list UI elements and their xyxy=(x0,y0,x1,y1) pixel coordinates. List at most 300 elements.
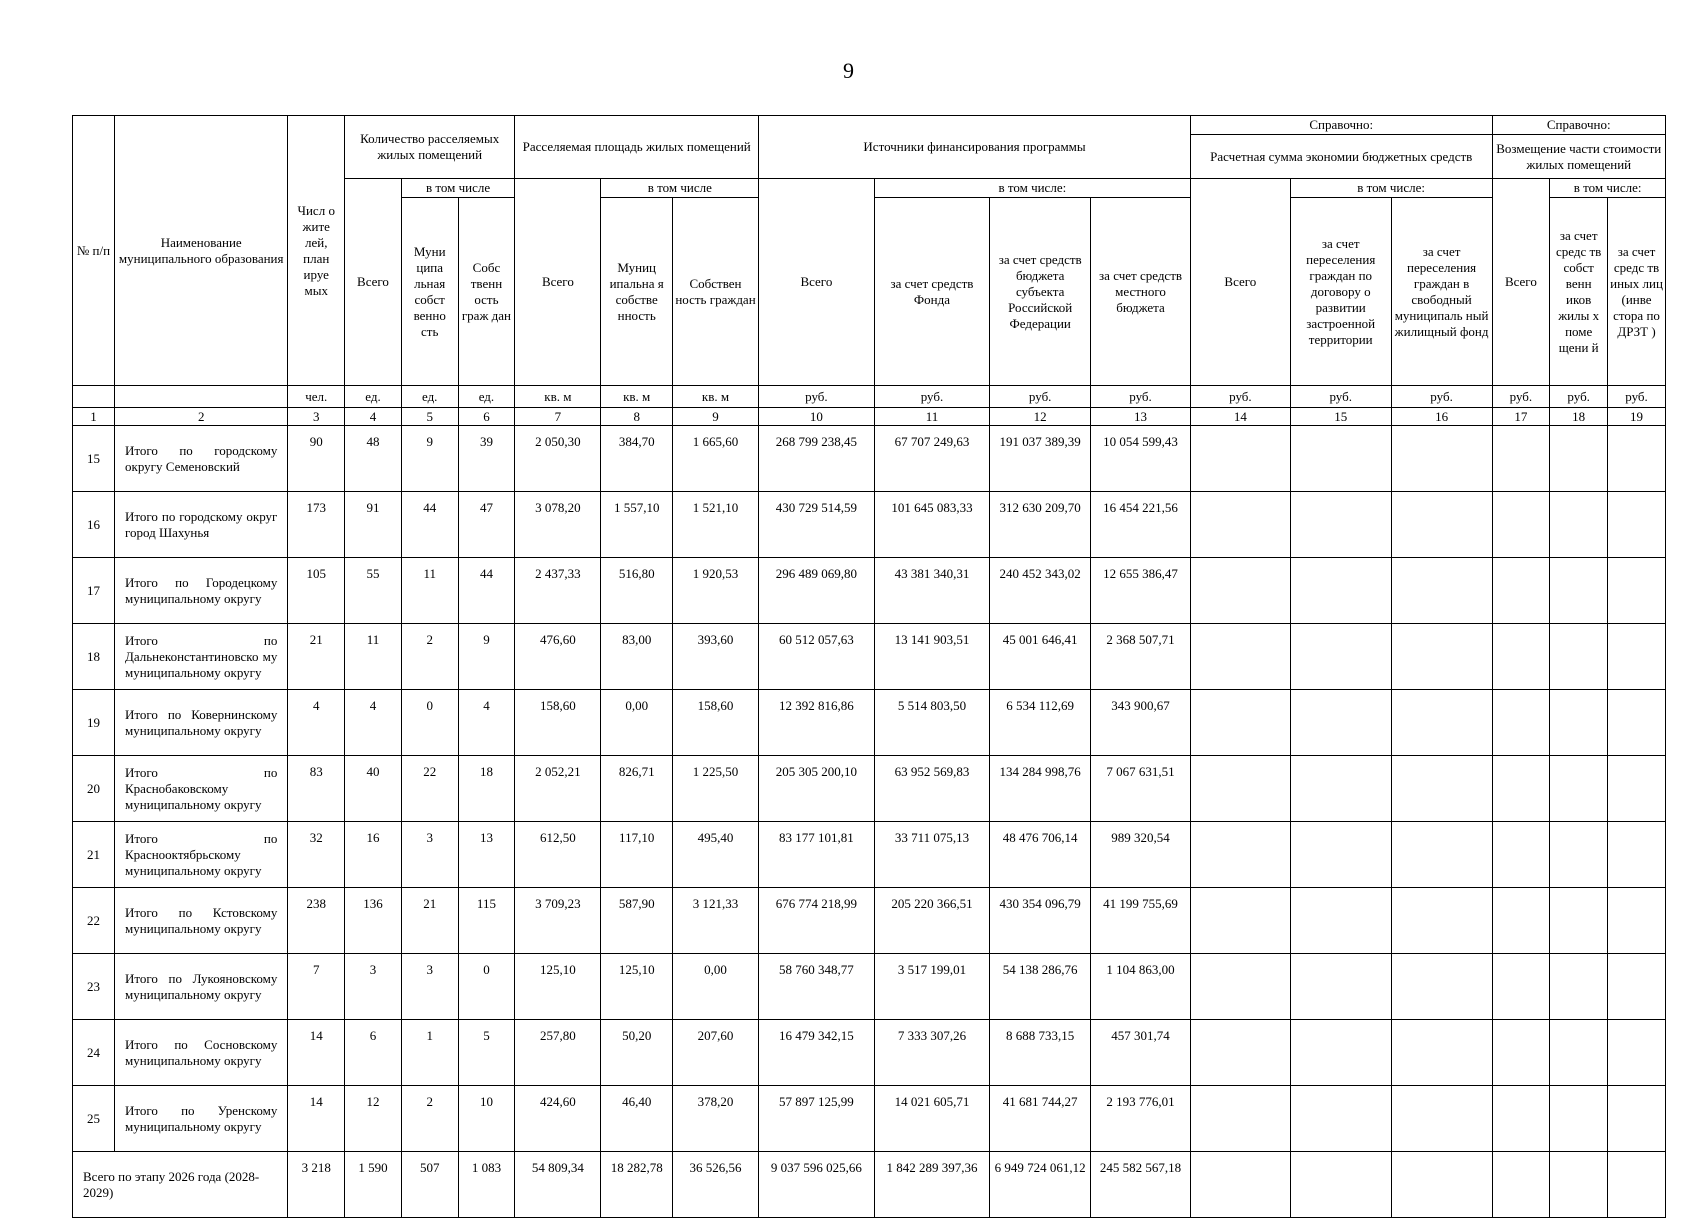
row-empty-cell xyxy=(1391,888,1492,954)
row-number: 15 xyxy=(73,426,115,492)
row-empty-cell xyxy=(1190,888,1290,954)
row-value: 0,00 xyxy=(672,954,758,1020)
row-value: 1 104 863,00 xyxy=(1091,954,1191,1020)
row-value: 2 xyxy=(401,1086,458,1152)
table-row xyxy=(73,888,1666,954)
row-value: 268 799 238,45 xyxy=(759,426,875,492)
row-empty-cell xyxy=(1550,690,1608,756)
row-name: Итого по Краснобаковскому муниципальному округу xyxy=(115,756,288,822)
row-name: Итого по Городецкому муниципальному округу xyxy=(115,558,288,624)
row-value: 3 xyxy=(345,954,402,1020)
row-value: 1 557,10 xyxy=(601,492,672,558)
row-value: 173 xyxy=(288,492,345,558)
total-value: 245 582 567,18 xyxy=(1091,1152,1191,1218)
row-value: 676 774 218,99 xyxy=(759,888,875,954)
row-empty-cell xyxy=(1492,756,1550,822)
row-value: 43 381 340,31 xyxy=(874,558,990,624)
unit-cell: руб. xyxy=(1290,386,1391,408)
header-ref1-incl: в том числе: xyxy=(1290,179,1492,198)
row-value: 13 xyxy=(458,822,515,888)
total-value: 1 590 xyxy=(345,1152,402,1218)
header-ref1-total: Всего xyxy=(1190,179,1290,386)
table-row xyxy=(73,822,1666,888)
row-value: 134 284 998,76 xyxy=(990,756,1091,822)
row-value: 2 437,33 xyxy=(515,558,601,624)
row-empty-cell xyxy=(1550,624,1608,690)
total-value: 507 xyxy=(401,1152,458,1218)
column-number: 7 xyxy=(515,408,601,426)
row-value: 476,60 xyxy=(515,624,601,690)
header-ref2-group: Возмещение части стоимости жилых помещений xyxy=(1492,135,1666,179)
column-number: 17 xyxy=(1492,408,1550,426)
row-value: 41 681 744,27 xyxy=(990,1086,1091,1152)
row-value: 21 xyxy=(288,624,345,690)
row-value: 424,60 xyxy=(515,1086,601,1152)
row-value: 826,71 xyxy=(601,756,672,822)
unit-cell: ед. xyxy=(458,386,515,408)
row-value: 587,90 xyxy=(601,888,672,954)
row-value: 22 xyxy=(401,756,458,822)
row-value: 83 xyxy=(288,756,345,822)
row-value: 12 392 816,86 xyxy=(759,690,875,756)
row-empty-cell xyxy=(1391,426,1492,492)
header-fin-total: Всего xyxy=(759,179,875,386)
row-empty-cell xyxy=(1391,1086,1492,1152)
total-label: Всего по этапу 2026 года (2028-2029) xyxy=(73,1152,288,1218)
row-value: 2 052,21 xyxy=(515,756,601,822)
row-value: 125,10 xyxy=(601,954,672,1020)
row-empty-cell xyxy=(1492,1086,1550,1152)
table-row xyxy=(73,426,1666,492)
column-number: 18 xyxy=(1550,408,1608,426)
row-empty-cell xyxy=(1550,1020,1608,1086)
row-value: 3 121,33 xyxy=(672,888,758,954)
row-number: 25 xyxy=(73,1086,115,1152)
row-empty-cell xyxy=(1550,954,1608,1020)
row-empty-cell xyxy=(1190,492,1290,558)
row-empty-cell xyxy=(1492,690,1550,756)
total-value: 1 842 289 397,36 xyxy=(874,1152,990,1218)
row-empty-cell xyxy=(1608,756,1666,822)
total-value: 18 282,78 xyxy=(601,1152,672,1218)
row-value: 10 xyxy=(458,1086,515,1152)
header-ref2-title: Справочно: xyxy=(1492,116,1666,135)
row-empty-cell xyxy=(1608,558,1666,624)
units-empty-1 xyxy=(73,386,115,408)
row-value: 60 512 057,63 xyxy=(759,624,875,690)
column-number: 13 xyxy=(1091,408,1191,426)
row-value: 1 xyxy=(401,1020,458,1086)
column-number: 5 xyxy=(401,408,458,426)
row-value: 205 220 366,51 xyxy=(874,888,990,954)
row-value: 257,80 xyxy=(515,1020,601,1086)
row-value: 4 xyxy=(458,690,515,756)
row-value: 55 xyxy=(345,558,402,624)
row-empty-cell xyxy=(1391,690,1492,756)
total-empty-cell xyxy=(1550,1152,1608,1218)
header-ref2-incl: в том числе: xyxy=(1550,179,1666,198)
row-name: Итого по городскому округ город Шахунья xyxy=(115,492,288,558)
row-empty-cell xyxy=(1608,492,1666,558)
row-empty-cell xyxy=(1290,690,1391,756)
row-empty-cell xyxy=(1492,1020,1550,1086)
row-value: 3 xyxy=(401,822,458,888)
total-empty-cell xyxy=(1290,1152,1391,1218)
row-value: 2 193 776,01 xyxy=(1091,1086,1191,1152)
row-empty-cell xyxy=(1190,1086,1290,1152)
row-value: 32 xyxy=(288,822,345,888)
row-value: 7 333 307,26 xyxy=(874,1020,990,1086)
row-empty-cell xyxy=(1190,1020,1290,1086)
row-value: 41 199 755,69 xyxy=(1091,888,1191,954)
column-number: 12 xyxy=(990,408,1091,426)
row-empty-cell xyxy=(1190,690,1290,756)
row-empty-cell xyxy=(1608,888,1666,954)
row-value: 117,10 xyxy=(601,822,672,888)
header-finance-group: Источники финансирования программы xyxy=(759,116,1191,179)
column-number: 3 xyxy=(288,408,345,426)
row-empty-cell xyxy=(1550,822,1608,888)
row-empty-cell xyxy=(1290,1020,1391,1086)
row-value: 44 xyxy=(458,558,515,624)
row-value: 393,60 xyxy=(672,624,758,690)
column-number: 14 xyxy=(1190,408,1290,426)
units-row xyxy=(73,386,1666,408)
row-value: 612,50 xyxy=(515,822,601,888)
row-empty-cell xyxy=(1290,426,1391,492)
header-ref1-title: Справочно: xyxy=(1190,116,1492,135)
row-empty-cell xyxy=(1391,558,1492,624)
row-empty-cell xyxy=(1608,1086,1666,1152)
unit-cell: руб. xyxy=(1190,386,1290,408)
table-row xyxy=(73,690,1666,756)
row-empty-cell xyxy=(1492,558,1550,624)
row-value: 0,00 xyxy=(601,690,672,756)
column-number: 10 xyxy=(759,408,875,426)
row-value: 205 305 200,10 xyxy=(759,756,875,822)
row-number: 24 xyxy=(73,1020,115,1086)
column-number: 11 xyxy=(874,408,990,426)
row-value: 5 xyxy=(458,1020,515,1086)
row-empty-cell xyxy=(1492,426,1550,492)
unit-cell: ед. xyxy=(401,386,458,408)
total-empty-cell xyxy=(1608,1152,1666,1218)
row-value: 2 050,30 xyxy=(515,426,601,492)
row-value: 14 xyxy=(288,1020,345,1086)
row-value: 8 688 733,15 xyxy=(990,1020,1091,1086)
row-value: 384,70 xyxy=(601,426,672,492)
row-value: 2 xyxy=(401,624,458,690)
row-empty-cell xyxy=(1190,822,1290,888)
row-value: 158,60 xyxy=(672,690,758,756)
row-value: 54 138 286,76 xyxy=(990,954,1091,1020)
row-number: 18 xyxy=(73,624,115,690)
row-value: 14 021 605,71 xyxy=(874,1086,990,1152)
row-value: 343 900,67 xyxy=(1091,690,1191,756)
row-value: 67 707 249,63 xyxy=(874,426,990,492)
row-value: 430 729 514,59 xyxy=(759,492,875,558)
row-value: 3 517 199,01 xyxy=(874,954,990,1020)
row-number: 17 xyxy=(73,558,115,624)
row-value: 207,60 xyxy=(672,1020,758,1086)
row-empty-cell xyxy=(1608,1020,1666,1086)
row-value: 5 514 803,50 xyxy=(874,690,990,756)
header-rooms-mun: Муни ципа льная собст венно сть xyxy=(401,198,458,386)
row-value: 191 037 389,39 xyxy=(990,426,1091,492)
row-value: 50,20 xyxy=(601,1020,672,1086)
unit-cell: руб. xyxy=(1492,386,1550,408)
table-row xyxy=(73,1086,1666,1152)
row-number: 21 xyxy=(73,822,115,888)
row-empty-cell xyxy=(1608,690,1666,756)
unit-cell: руб. xyxy=(1550,386,1608,408)
row-value: 12 655 386,47 xyxy=(1091,558,1191,624)
row-value: 3 078,20 xyxy=(515,492,601,558)
total-empty-cell xyxy=(1391,1152,1492,1218)
unit-cell: руб. xyxy=(874,386,990,408)
header-fin-local: за счет средств местного бюджета xyxy=(1091,198,1191,386)
row-value: 9 xyxy=(458,624,515,690)
page-number: 9 xyxy=(843,58,854,83)
row-empty-cell xyxy=(1190,426,1290,492)
row-value: 39 xyxy=(458,426,515,492)
units-empty-2 xyxy=(115,386,288,408)
header-area-incl: в том числе xyxy=(601,179,759,198)
row-value: 91 xyxy=(345,492,402,558)
row-value: 312 630 209,70 xyxy=(990,492,1091,558)
column-number: 2 xyxy=(115,408,288,426)
row-number: 16 xyxy=(73,492,115,558)
row-value: 13 141 903,51 xyxy=(874,624,990,690)
row-value: 16 454 221,56 xyxy=(1091,492,1191,558)
row-name: Итого по Краснооктябрьскому муниципальному округу xyxy=(115,822,288,888)
row-value: 7 xyxy=(288,954,345,1020)
row-empty-cell xyxy=(1492,954,1550,1020)
row-value: 105 xyxy=(288,558,345,624)
row-value: 48 xyxy=(345,426,402,492)
header-ref2-total: Всего xyxy=(1492,179,1550,386)
row-value: 90 xyxy=(288,426,345,492)
row-empty-cell xyxy=(1290,888,1391,954)
row-value: 33 711 075,13 xyxy=(874,822,990,888)
header-name: Наименование муниципального образования xyxy=(115,116,288,386)
row-value: 101 645 083,33 xyxy=(874,492,990,558)
unit-cell: ед. xyxy=(345,386,402,408)
row-value: 158,60 xyxy=(515,690,601,756)
row-value: 44 xyxy=(401,492,458,558)
unit-cell: руб. xyxy=(1091,386,1191,408)
column-number: 15 xyxy=(1290,408,1391,426)
row-empty-cell xyxy=(1492,492,1550,558)
unit-cell: руб. xyxy=(990,386,1091,408)
unit-cell: кв. м xyxy=(515,386,601,408)
total-value: 54 809,34 xyxy=(515,1152,601,1218)
table-row xyxy=(73,492,1666,558)
row-empty-cell xyxy=(1391,756,1492,822)
row-value: 21 xyxy=(401,888,458,954)
total-value: 9 037 596 025,66 xyxy=(759,1152,875,1218)
row-value: 11 xyxy=(345,624,402,690)
row-empty-cell xyxy=(1290,822,1391,888)
row-value: 1 521,10 xyxy=(672,492,758,558)
row-empty-cell xyxy=(1391,822,1492,888)
row-value: 63 952 569,83 xyxy=(874,756,990,822)
row-value: 16 479 342,15 xyxy=(759,1020,875,1086)
row-empty-cell xyxy=(1550,756,1608,822)
resettlement-table xyxy=(72,115,1666,1218)
row-value: 11 xyxy=(401,558,458,624)
table-row xyxy=(73,756,1666,822)
header-rooms-incl: в том числе xyxy=(401,179,514,198)
unit-cell: руб. xyxy=(759,386,875,408)
row-empty-cell xyxy=(1608,426,1666,492)
row-value: 0 xyxy=(401,690,458,756)
column-number: 16 xyxy=(1391,408,1492,426)
row-value: 10 054 599,43 xyxy=(1091,426,1191,492)
row-value: 83 177 101,81 xyxy=(759,822,875,888)
unit-cell: кв. м xyxy=(601,386,672,408)
table-row xyxy=(73,954,1666,1020)
row-value: 9 xyxy=(401,426,458,492)
header-rooms-group: Количество расселяемых жилых помещений xyxy=(345,116,515,179)
row-value: 136 xyxy=(345,888,402,954)
row-value: 47 xyxy=(458,492,515,558)
header-ref2-owners: за счет средс тв собст венн иков жилы х поме щени й xyxy=(1550,198,1608,386)
row-name: Итого по городскому округу Семеновский xyxy=(115,426,288,492)
column-number: 19 xyxy=(1608,408,1666,426)
row-empty-cell xyxy=(1492,822,1550,888)
row-number: 22 xyxy=(73,888,115,954)
header-ref2-other: за счет средс тв иных лиц (инве стора по ДРЗТ ) xyxy=(1608,198,1666,386)
header-rooms-priv: Собс твенн ость граж дан xyxy=(458,198,515,386)
row-empty-cell xyxy=(1550,888,1608,954)
row-number: 20 xyxy=(73,756,115,822)
total-empty-cell xyxy=(1492,1152,1550,1218)
table-row xyxy=(73,558,1666,624)
row-empty-cell xyxy=(1608,954,1666,1020)
header-num: № п/п xyxy=(73,116,115,386)
row-value: 296 489 069,80 xyxy=(759,558,875,624)
header-area-total: Всего xyxy=(515,179,601,386)
header-residents: Числ о жите лей, план ируе мых xyxy=(288,116,345,386)
row-value: 48 476 706,14 xyxy=(990,822,1091,888)
row-value: 16 xyxy=(345,822,402,888)
row-value: 4 xyxy=(345,690,402,756)
total-value: 1 083 xyxy=(458,1152,515,1218)
row-empty-cell xyxy=(1190,624,1290,690)
row-value: 378,20 xyxy=(672,1086,758,1152)
column-number: 9 xyxy=(672,408,758,426)
header-fin-subject: за счет средств бюджета субъекта Российской Федерации xyxy=(990,198,1091,386)
row-empty-cell xyxy=(1391,954,1492,1020)
row-value: 115 xyxy=(458,888,515,954)
unit-cell: руб. xyxy=(1391,386,1492,408)
header-area-priv: Собствен ность граждан xyxy=(672,198,758,386)
header-fin-fund: за счет средств Фонда xyxy=(874,198,990,386)
row-value: 7 067 631,51 xyxy=(1091,756,1191,822)
row-empty-cell xyxy=(1608,624,1666,690)
row-empty-cell xyxy=(1608,822,1666,888)
row-value: 0 xyxy=(458,954,515,1020)
row-value: 45 001 646,41 xyxy=(990,624,1091,690)
row-name: Итого по Сосновскому муниципальному округу xyxy=(115,1020,288,1086)
header-ref1-free: за счет переселения граждан в свободный муниципаль ный жилищный фонд xyxy=(1391,198,1492,386)
header-ref1-dev: за счет переселения граждан по договору о развитии застроенной территории xyxy=(1290,198,1391,386)
table-row xyxy=(73,624,1666,690)
row-empty-cell xyxy=(1190,954,1290,1020)
row-empty-cell xyxy=(1290,492,1391,558)
row-value: 430 354 096,79 xyxy=(990,888,1091,954)
row-empty-cell xyxy=(1290,756,1391,822)
row-number: 23 xyxy=(73,954,115,1020)
row-empty-cell xyxy=(1190,756,1290,822)
total-value: 3 218 xyxy=(288,1152,345,1218)
row-value: 1 225,50 xyxy=(672,756,758,822)
row-empty-cell xyxy=(1290,558,1391,624)
unit-cell: чел. xyxy=(288,386,345,408)
row-value: 58 760 348,77 xyxy=(759,954,875,1020)
row-value: 2 368 507,71 xyxy=(1091,624,1191,690)
row-empty-cell xyxy=(1391,492,1492,558)
column-number: 4 xyxy=(345,408,402,426)
row-empty-cell xyxy=(1492,624,1550,690)
total-value: 6 949 724 061,12 xyxy=(990,1152,1091,1218)
row-name: Итого по Дальнеконстантиновско му муниципальному округу xyxy=(115,624,288,690)
unit-cell: кв. м xyxy=(672,386,758,408)
row-value: 1 665,60 xyxy=(672,426,758,492)
row-empty-cell xyxy=(1290,1086,1391,1152)
row-empty-cell xyxy=(1391,624,1492,690)
total-value: 36 526,56 xyxy=(672,1152,758,1218)
row-empty-cell xyxy=(1550,426,1608,492)
row-name: Итого по Лукояновскому муниципальному округу xyxy=(115,954,288,1020)
row-value: 989 320,54 xyxy=(1091,822,1191,888)
row-value: 83,00 xyxy=(601,624,672,690)
row-empty-cell xyxy=(1190,558,1290,624)
row-empty-cell xyxy=(1290,624,1391,690)
header-ref1-group: Расчетная сумма экономии бюджетных средств xyxy=(1190,135,1492,179)
row-name: Итого по Уренскому муниципальному округу xyxy=(115,1086,288,1152)
row-empty-cell xyxy=(1290,954,1391,1020)
column-numbers-row xyxy=(73,408,1666,426)
row-value: 3 709,23 xyxy=(515,888,601,954)
row-value: 3 xyxy=(401,954,458,1020)
row-value: 516,80 xyxy=(601,558,672,624)
row-empty-cell xyxy=(1550,558,1608,624)
row-value: 125,10 xyxy=(515,954,601,1020)
row-value: 240 452 343,02 xyxy=(990,558,1091,624)
row-value: 4 xyxy=(288,690,345,756)
header-rooms-total: Всего xyxy=(345,179,402,386)
table-row xyxy=(73,1020,1666,1086)
header-area-group: Расселяемая площадь жилых помещений xyxy=(515,116,759,179)
column-number: 1 xyxy=(73,408,115,426)
row-name: Итого по Кстовскому муниципальному округу xyxy=(115,888,288,954)
row-empty-cell xyxy=(1550,492,1608,558)
column-number: 8 xyxy=(601,408,672,426)
header-area-mun: Муниц ипальна я собстве нность xyxy=(601,198,672,386)
column-number: 6 xyxy=(458,408,515,426)
row-value: 14 xyxy=(288,1086,345,1152)
unit-cell: руб. xyxy=(1608,386,1666,408)
row-value: 18 xyxy=(458,756,515,822)
row-value: 495,40 xyxy=(672,822,758,888)
row-value: 238 xyxy=(288,888,345,954)
row-value: 1 920,53 xyxy=(672,558,758,624)
total-row xyxy=(73,1152,1666,1218)
row-empty-cell xyxy=(1492,888,1550,954)
row-number: 19 xyxy=(73,690,115,756)
